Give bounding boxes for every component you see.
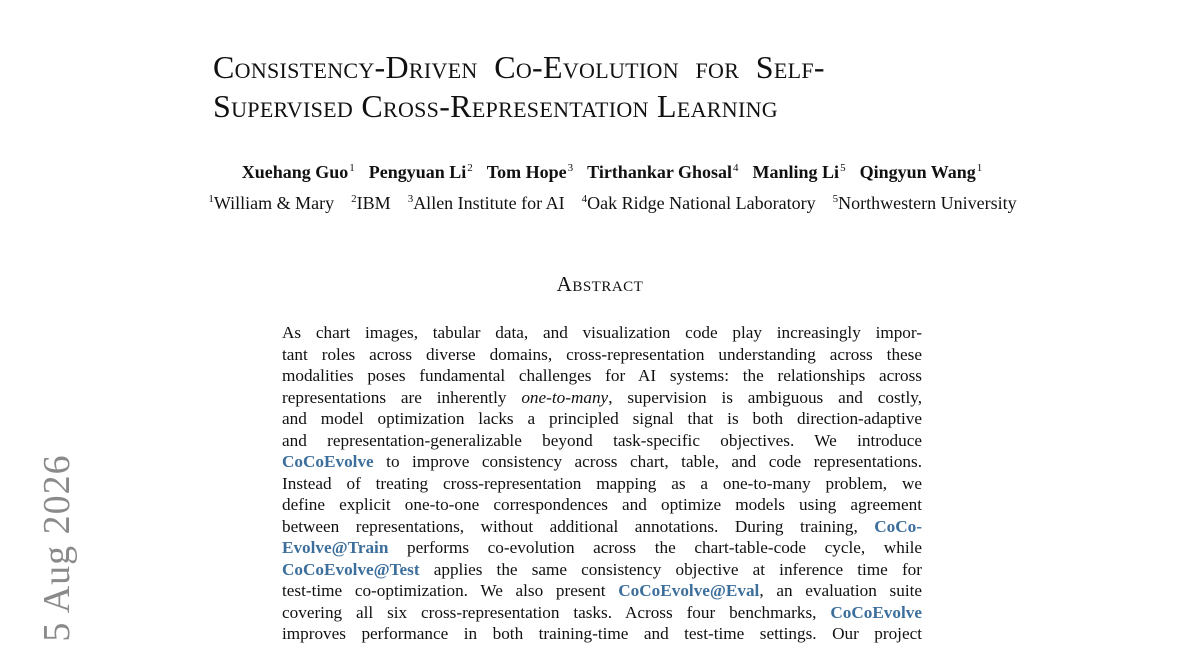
affiliation-number: 2: [351, 193, 357, 205]
affiliation: [350, 193, 391, 213]
abstract-line: [282, 580, 922, 602]
affiliation-number: 3: [407, 193, 414, 205]
affiliation-name: IBM: [356, 193, 391, 213]
author-affiliation-mark: 5: [840, 162, 846, 174]
author-name: [587, 162, 738, 182]
affiliation: [832, 193, 1017, 213]
author-name: [487, 162, 573, 182]
affiliation-name: Allen Institute for AI: [413, 193, 565, 213]
abstract-heading: Abstract: [556, 272, 644, 296]
affiliation-name: Northwestern University: [838, 193, 1017, 213]
affiliation-name: William & Mary: [213, 193, 335, 213]
abstract-line: [282, 537, 922, 559]
author-name-text: Qingyun Wang: [859, 162, 976, 182]
project-name-link[interactable]: CoCoEvolve@Eval: [618, 581, 760, 600]
project-name-link[interactable]: CoCoEvolve@Test: [282, 559, 420, 579]
affiliation: [207, 193, 334, 213]
abstract-line: [282, 344, 922, 366]
abstract-line: [282, 408, 922, 430]
project-name-link[interactable]: Evolve@Train: [282, 538, 389, 557]
abstract-line: [282, 430, 922, 452]
abstract-text: define explicit one-to-one correspondences and optimize models using agreement: [282, 495, 922, 514]
abstract-line: [282, 473, 922, 495]
abstract-text: As chart images, tabular data, and visualization code play increasingly impor-: [282, 323, 922, 342]
affiliation: [407, 193, 565, 213]
author-name-text: Xuehang Guo: [241, 162, 349, 182]
abstract-text: , an evaluation suite: [759, 581, 922, 600]
author-affiliation-mark: 2: [467, 162, 473, 174]
title-line-2: Supervised Cross-Representation Learning: [213, 88, 778, 124]
abstract-line: [282, 322, 922, 344]
author-name-text: Tirthankar Ghosal: [587, 162, 733, 182]
author-affiliation-mark: 1: [976, 162, 983, 174]
author-name-text: Manling Li: [752, 162, 840, 182]
title-line-1: Consistency-Driven Co-Evolution for Self-: [213, 49, 825, 85]
abstract-text: between representations, without additional annotations. During training,: [282, 516, 875, 536]
abstract-text: Instead of treating cross-representation mapping as a one-to-many problem, we: [282, 473, 922, 493]
affiliation-name: Oak Ridge National Laboratory: [587, 193, 816, 213]
abstract-text: to improve consistency across chart, table, and code representations.: [373, 452, 922, 471]
abstract-text: improves performance in both training-time and test-time settings. Our project: [282, 624, 922, 643]
abstract-line: [282, 387, 922, 409]
abstract-text: test-time co-optimization. We also present: [282, 581, 619, 600]
affiliation-number: 5: [832, 193, 839, 205]
abstract-line: [282, 559, 922, 581]
abstract-text: tant roles across diverse domains, cross-representation understanding across these: [282, 344, 922, 364]
abstract-line: [282, 623, 922, 645]
author-name-text: Tom Hope: [486, 162, 567, 182]
author-affiliation-mark: 1: [349, 162, 355, 174]
abstract-line: [282, 365, 922, 387]
author-name: [369, 162, 473, 182]
author-affiliation-mark: 3: [567, 162, 574, 174]
abstract-line: [282, 602, 922, 624]
affiliation-number: 1: [208, 193, 214, 205]
project-name-link[interactable]: CoCo-: [874, 516, 922, 536]
affiliation-number: 4: [581, 193, 588, 205]
author-name: [860, 162, 983, 182]
project-name-link[interactable]: CoCoEvolve: [830, 602, 922, 622]
abstract-text: and representation-generalizable beyond task-specific objectives. We introduce: [282, 430, 922, 450]
author-list: [0, 160, 1200, 184]
abstract-text: , supervision is ambiguous and costly,: [608, 387, 923, 407]
affiliation-list: [0, 191, 1200, 215]
arxiv-date-stamp: 5 Aug 2026: [36, 454, 78, 642]
paper-title: [213, 48, 825, 126]
abstract-text: and model optimization lacks a principled signal that is both direction-adaptive: [282, 409, 922, 428]
affiliation: [581, 193, 816, 213]
author-name: [753, 162, 846, 182]
abstract-text: applies the same consistency objective at inference time for: [419, 559, 922, 579]
abstract-line: [282, 516, 922, 538]
abstract-text: performs co-evolution across the chart-table-code cycle, while: [388, 538, 922, 557]
abstract-text: modalities poses fundamental challenges for AI systems: the relationships across: [282, 366, 922, 385]
author-name-text: Pengyuan Li: [368, 162, 467, 182]
abstract-line: [282, 451, 922, 473]
project-name-link[interactable]: CoCoEvolve: [282, 452, 374, 471]
abstract-text: covering all six cross-representation tasks. Across four benchmarks,: [282, 602, 831, 622]
author-name: [242, 162, 355, 182]
abstract-line: [282, 494, 922, 516]
abstract-text: representations are inherently: [282, 387, 522, 407]
emphasized-text: one-to-many: [521, 387, 609, 407]
author-affiliation-mark: 4: [733, 162, 739, 174]
abstract-body: [282, 322, 922, 645]
